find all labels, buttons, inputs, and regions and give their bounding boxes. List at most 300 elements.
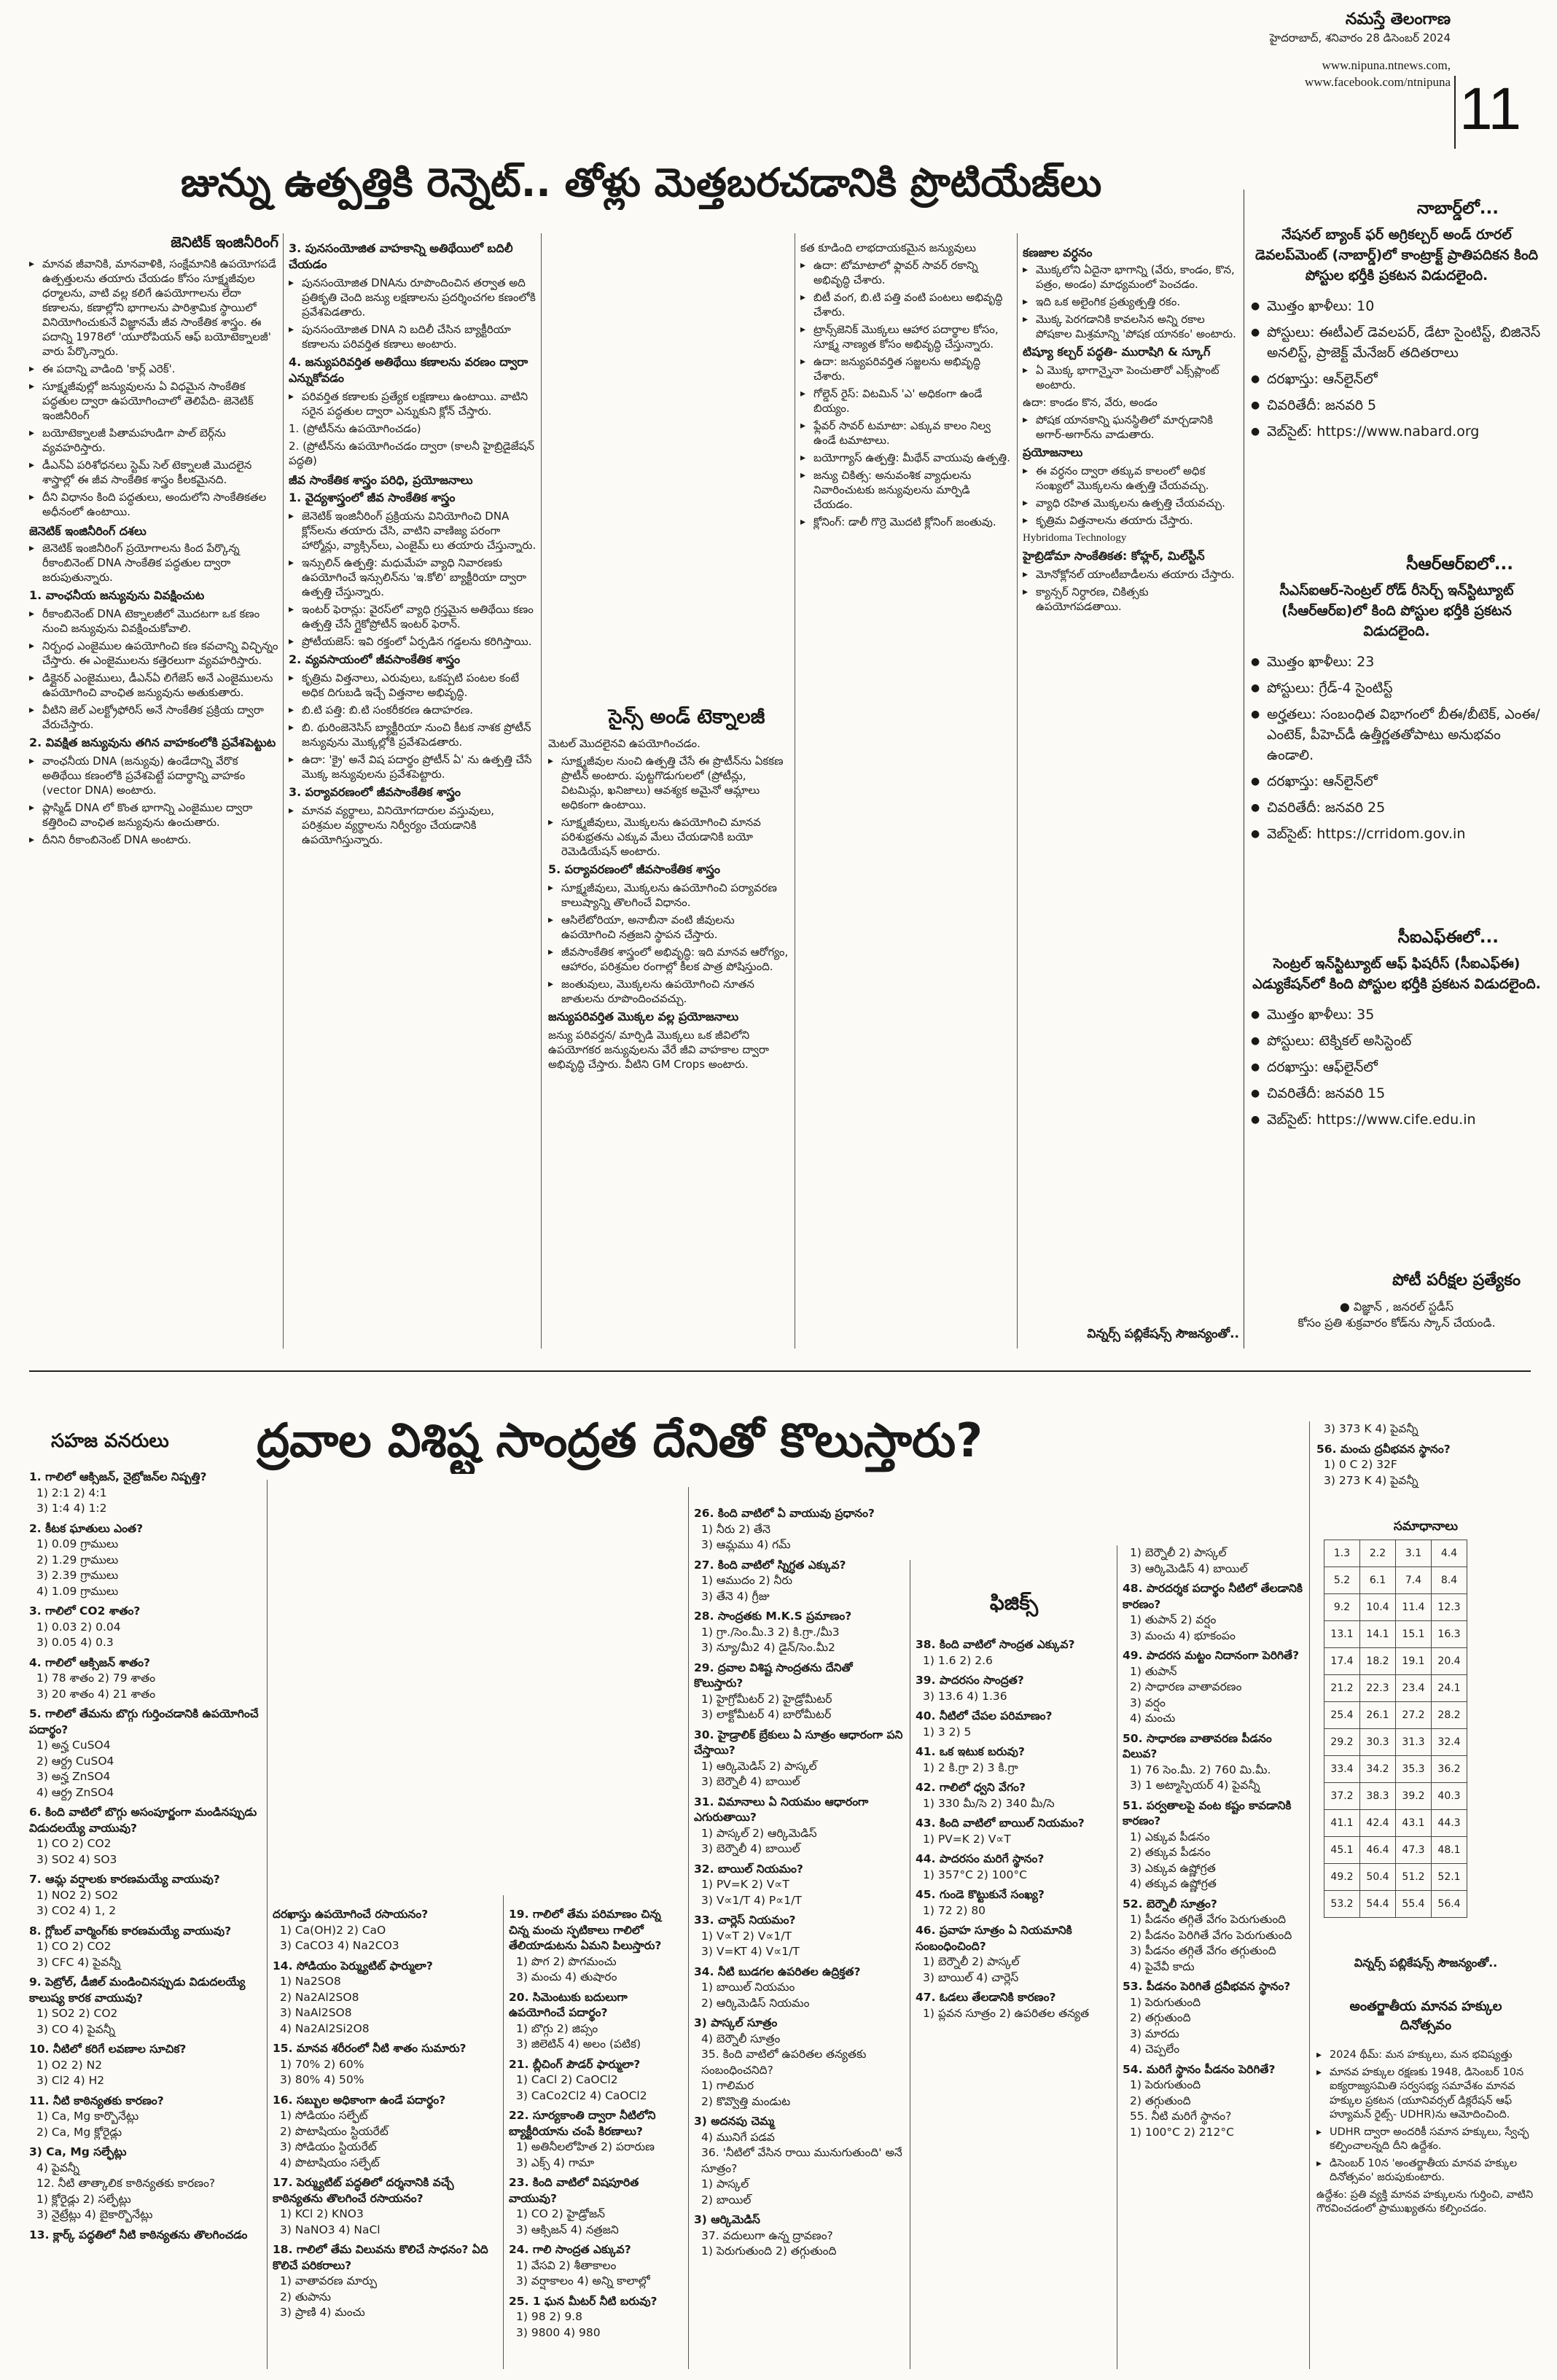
nabard-item: ● పోస్టులు: ఈటీఎల్ డెవలపర్, డేటా సైంటిస్ట్, బిజినెస్ అనలిస్ట్, ప్రాజెక్ట్ మేనేజర్ తదితరాలు <box>1251 322 1542 363</box>
question-option: 3) ఎక్కువ ఉష్ణోగ్రత <box>1130 1861 1216 1875</box>
col2b-item: ▸ జెనెటిక్ ఇంజినీరింగ్ ప్రక్రియను వినియోగించి DNA క్లోన్‌లను తయారు చేసి, వాటిని వాణిజ్య పరంగా హార్మోన్లు, వ్యాక్సిన్‌లు, ఎంజైమ్ లు తయారు చేస్తున్నారు. <box>289 509 536 553</box>
col2-item: 3. పునసంయోజిత వాహకాన్ని అతిథేయిలో బదిలీ చేయడం <box>289 241 513 271</box>
exam-line-2: కోసం ప్రతి శుక్రవారం కోడ్‌ను స్కాన్ చేయండి. <box>1298 1316 1496 1330</box>
question-option: 1) అతినీలలోహిత 2) పరారుణ <box>516 2140 655 2153</box>
crri-item: ● మొత్తం ఖాళీలు: 23 <box>1251 652 1542 672</box>
physics-title: ఫిజిక్స్ <box>989 1591 1039 1615</box>
col1b-item: ▸ వీటిని జెల్ ఎలక్ట్రోఫోరిస్ అనే సాంకేతిక ప్రక్రియ ద్వారా వేరుచేస్తారు. <box>29 703 278 732</box>
question-option: 2) Na2Al2SO8 <box>280 1990 359 2004</box>
site-link[interactable]: www.nipuna.ntnews.com, <box>1322 58 1451 72</box>
question-option: 1) పెరుగుతుంది <box>1130 1995 1201 2009</box>
question-option: 3) తేనె 4) గ్రీజు <box>701 1589 770 1603</box>
question-option: 1) పొగ 2) పొగమంచు <box>516 1954 617 1968</box>
col2b-item: 3. పర్యావరణంలో జీవసాంకేతిక శాస్త్రం <box>289 785 461 799</box>
question-option: 3) నైట్రేట్లు 4) బైకార్బొనేట్లు <box>36 2208 153 2221</box>
question-option: 4) తక్కువ ఉష్ణోగ్రత <box>1130 1877 1217 1890</box>
question-option: 1) Ca(OH)2 2) CaO <box>280 1923 386 1937</box>
col5-item: ▸ పోషక యానకాన్ని ఘనస్థితిలో మార్చడానికి అగార్-అగార్‌ను వాడుతారు. <box>1023 413 1238 442</box>
answer-cell: 17.4 <box>1324 1648 1360 1675</box>
answer-cell: 54.4 <box>1360 1891 1396 1918</box>
questions-col-7 <box>1316 1421 1535 1489</box>
answer-row <box>1324 1675 1467 1702</box>
cife-item: ● చివరితేదీ: జనవరి 15 <box>1251 1083 1542 1104</box>
question-text: 33. చార్లెస్ నియమం? <box>694 1913 796 1927</box>
question-text: 39. పాదరసం సాంద్రత? <box>916 1674 1024 1687</box>
question-option: 1) బెర్నౌలీ 2) పాస్కల్ <box>923 1955 1020 1968</box>
answer-cell: 49.2 <box>1324 1864 1360 1891</box>
col5-item: ఉదా: కాండం కొన, వేరు, అండం <box>1023 396 1158 409</box>
question-text: 13. క్లార్క్ పద్ధతిలో నీటి కాఠిన్యతను తొలగించడం <box>29 2228 248 2242</box>
question-text: 3. గాలిలో CO2 శాతం? <box>29 1604 141 1618</box>
column-rule <box>1309 1421 1310 2369</box>
question-option: 1) ప్లవన సూత్రం 2) ఉపరితల తన్యత <box>923 2006 1090 2020</box>
question-text: 20. సిమెంటుకు బదులుగా ఉపయోగించే పదార్థం? <box>509 1990 628 2019</box>
question-option: 1) బొగ్గు 2) జిప్సం <box>516 2021 598 2035</box>
answer-row <box>1324 1837 1467 1864</box>
col1b-item: ▸ డిక్లైనర్ ఎంజైములు, డీఎన్ఏ లిగేజెస్ అనే ఎంజైములను ఉపయోగించి వాంఛిత జన్యువును అతుకుతారు. <box>29 671 278 700</box>
answer-cell: 4.4 <box>1432 1540 1467 1567</box>
answer-cell: 51.2 <box>1396 1864 1432 1891</box>
question-option: 3) ఆక్సిజన్ 4) నత్రజని <box>516 2223 619 2236</box>
bottom-credit: విన్నర్స్ పబ్లికేషన్స్ సౌజన్యంతో.. <box>1354 1956 1498 1970</box>
question-option: 3) ఆర్కిమెడిస్ 4) బాయిల్ <box>1130 1561 1248 1575</box>
question-option: 1) 78 శాతం 2) 79 శాతం <box>36 1671 156 1685</box>
crri-intro: సీఎస్ఐఆర్-సెంట్రల్ రోడ్ రీసెర్చ్ ఇన్‌స్టిట్యూట్ (సీఆర్ఆర్ఐ)లో కింది పోస్టుల భర్తీకి ప్రకటన విడుదలైంది. <box>1279 582 1514 639</box>
crri-item: ● దరఖాస్తు: ఆన్‌లైన్‌లో <box>1251 771 1542 792</box>
col2-item: ▸ పరివర్తిత కణాలకు ప్రత్యేక లక్షణాలు ఉంటాయి. వాటిని సరైన పద్ధతుల ద్వారా ఎన్నుకుని క్లోన్ చేస్తారు. <box>289 389 536 418</box>
answer-cell: 42.4 <box>1360 1810 1396 1837</box>
question-option: 1) బాయిల్ నియమం <box>701 1981 795 1994</box>
answer-cell: 46.4 <box>1360 1837 1396 1864</box>
facebook-link[interactable]: www.facebook.com/ntnipuna <box>1304 75 1451 89</box>
question-option: 3) మంచు 4) భూకంపం <box>1130 1628 1236 1642</box>
section-divider <box>29 1370 1531 1372</box>
crri-item: ● చివరితేదీ: జనవరి 25 <box>1251 797 1542 818</box>
question-option: 3) ఎక్స్ 4) గామా <box>516 2155 595 2169</box>
crri-item: ● అర్హతలు: సంబంధిత విభాగంలో బీఈ/బీటెక్, ఎంఈ/ఎంటెక్, పీహెచ్‌డీ ఉత్తీర్ణతతోపాటు అనుభవం ఉండాలి. <box>1251 704 1542 765</box>
nabard-intro: నేషనల్ బ్యాంక్ ఫర్ అగ్రికల్చర్ అండ్ రూరల్ డెవలప్‌మెంట్ (నాబార్డ్)లో కాంట్రాక్ట్ ప్రాతిపదికన కింది పోస్టుల భర్తీకి ప్రకటన విడుదలైంది. <box>1254 227 1538 284</box>
question-option: 2) బాయిల్ <box>701 2193 752 2207</box>
question-option: 2) సాధారణ వాతావరణం <box>1130 1680 1242 1693</box>
question-option: 1) పెరుగుతుంది 2) తగ్గుతుంది <box>701 2244 837 2258</box>
answer-cell: 14.1 <box>1360 1621 1396 1648</box>
answer-cell: 7.4 <box>1396 1567 1432 1594</box>
question-option: 1) KCl 2) KNO3 <box>280 2207 364 2220</box>
col3-item: జన్యుపరివర్తిత మొక్కల వల్ల ప్రయోజనాలు <box>548 1010 739 1023</box>
question-text: 3) Ca, Mg సల్ఫేట్లు <box>29 2145 127 2158</box>
answer-row <box>1324 1621 1467 1648</box>
question-option: 3) SO2 4) SO3 <box>36 1852 117 1866</box>
question-option: 3) 80% 4) 50% <box>280 2073 364 2086</box>
question-text: 4. గాలిలో ఆక్సిజన్ శాతం? <box>29 1655 150 1669</box>
hr-item: ▸ మానవ హక్కుల రక్షణకు 1948, డిసెంబర్ 10న ఐక్యరాజ్యసమితి సర్వసభ్య సమావేశం మానవ హక్కుల ప్రకటన (యూనివర్సల్ డిక్లరేషన్ ఆఫ్ హ్యూమన్ రైట్స్- UDHR)ను ఆమోదించింది. <box>1316 2066 1535 2123</box>
answer-cell: 2.2 <box>1360 1540 1396 1567</box>
question-option: 4) బెర్నౌలీ సూత్రం <box>701 2032 781 2045</box>
column-rule <box>688 1487 689 2369</box>
col2-item: 4. జన్యుపరివర్తిత అతిథేయి కణాలను వరణం ద్వారా ఎన్నుకోవడం <box>289 355 528 385</box>
question-option: 3) 2.39 గ్రాములు <box>36 1569 119 1582</box>
question-option: 2) పీడనం పెరిగితే వేగం పెరుగుతుంది <box>1130 1928 1292 1942</box>
question-text: 53. పీడనం పెరిగితే ద్రవీభవన స్థానం? <box>1123 1980 1291 1993</box>
col3-item: ▸ ఆసిలేటోరియా, అనాబీనా వంటి జీవులను ఉపయోగించి నత్రజని స్థాపన చేస్తారు. <box>548 913 789 942</box>
question-option: 1) 72 2) 80 <box>923 1903 986 1917</box>
top-credit: విన్నర్స్ పబ్లికేషన్స్ సౌజన్యంతో.. <box>1087 1327 1239 1341</box>
question-text: 6. కింది వాటిలో బొగ్గు అసంపూర్ణంగా మండినప్పుడు విడుదలయ్యే వాయువు? <box>29 1806 257 1835</box>
col4-item: ▸ జన్యు చికిత్స: అనువంశిక వ్యాధులను నివారించుటకు జన్యువులను మార్పిడి చేయడం. <box>800 468 1012 512</box>
question-option: 3) CFC 4) పైవన్నీ <box>36 1955 121 1969</box>
question-option: 1) పీడనం తగ్గితే వేగం పెరుగుతుంది <box>1130 1913 1287 1926</box>
column-rule <box>1017 233 1018 1349</box>
answer-cell: 41.1 <box>1324 1810 1360 1837</box>
question-option: 3) CaCo2Cl2 4) CaOCl2 <box>516 2088 647 2102</box>
exam-block <box>1251 1270 1542 1331</box>
col3-item: ▸ సూక్ష్మజీవుల నుంచి ఉత్పత్తి చేసే ఈ ప్రొటీన్‌ను ఏకకణ ప్రొటీన్ అంటారు. పుట్టగొడుగులలో (ప్రోటీన్లు, విటమిన్లు, ఖనిజాలు) ఆవశ్యక అమైనో ఆమ్లాలు అధికంగా ఉంటాయి. <box>548 754 789 812</box>
answer-cell: 47.3 <box>1396 1837 1432 1864</box>
question-option: 1) వేసవి 2) శీతాకాలం <box>516 2258 617 2272</box>
question-option: 1) అన్హ CuSO4 <box>36 1739 111 1752</box>
masthead-divider <box>1454 76 1456 149</box>
answer-row <box>1324 1810 1467 1837</box>
cife-item: ● మొత్తం ఖాళీలు: 35 <box>1251 1004 1542 1025</box>
question-text: 40. నీటిలో చేపల పరిమాణం? <box>916 1709 1053 1722</box>
question-text: 3) ఆర్కిమెడిస్ <box>694 2213 760 2226</box>
cife-intro: సెంట్రల్ ఇన్‌స్టిట్యూట్ ఆఫ్ ఫిషరీస్ (సీఐఎఫ్ఈ) ఎడ్యుకేషన్‌లో కింది పోస్టుల భర్తీకి ప్రకటన విడుదలైంది. <box>1252 956 1541 992</box>
col2-item: ▸ పునసంయోజిత DNA ని బదిలీ చేసిన బ్యాక్టీరియా కణాలను పరివర్తిత కణాలు అంటారు. <box>289 322 536 351</box>
top-col-5 <box>1023 241 1238 1283</box>
question-option: 3) V∝1/T 4) P∝1/T <box>701 1893 802 1907</box>
question-option: 1) పెరుగుతుంది <box>1130 2078 1201 2091</box>
answer-cell: 3.1 <box>1396 1540 1432 1567</box>
question-text: 3) పాస్కల్ సూత్రం <box>694 2016 778 2029</box>
question-option: 3) పీడనం తగ్గితే వేగం తగ్గుతుంది <box>1130 1944 1276 1957</box>
question-text: 25. 1 ఘన మీటర్ నీటి బరువు? <box>509 2294 657 2308</box>
question-option: 1) 0.09 గ్రాములు <box>36 1537 119 1550</box>
answer-cell: 30.3 <box>1360 1729 1396 1756</box>
question-option: 3) లాక్టోమీటర్ 4) బారోమీటర్ <box>701 1708 832 1721</box>
questions-col-3 <box>509 1903 684 2369</box>
answer-cell: 6.1 <box>1360 1567 1396 1594</box>
question-text: 49. పాదరస మట్టం నిదానంగా పెరిగితే? <box>1123 1649 1300 1662</box>
question-option: 1) హైగ్రోమీటర్ 2) హైడ్రోమీటర్ <box>701 1692 832 1706</box>
question-option: 2) పొటాషియం స్టియరేట్ <box>280 2124 389 2138</box>
col1-item: ▸ డీఎన్ఏ పరిశోధనలు స్టెమ్ సెల్ టెక్నాలజీ మొదలైన శాస్త్రాల్లో ఈ జీవ సాంకేతిక శాస్త్రం కీలకమైనది. <box>29 458 278 487</box>
nabard-heading: నాబార్డ్‌లో... <box>1416 199 1499 218</box>
answer-cell: 44.3 <box>1432 1810 1467 1837</box>
question-option: 3) Cl2 4) H2 <box>36 2074 105 2087</box>
answer-cell: 24.1 <box>1432 1675 1467 1702</box>
question-option: 4) పైవన్నీ <box>36 2161 80 2174</box>
question-option: 4) పొటాషియం సల్ఫేట్ <box>280 2155 380 2169</box>
col4-item: ▸ ఉదా: టోమాటాలో ఫ్లావర్ సావర్ రకాన్ని అభివృద్ధి చేశారు. <box>800 258 1012 287</box>
question-text: 1. గాలిలో ఆక్సిజన్, నైట్రోజన్‌ల నిష్పత్తి? <box>29 1470 207 1483</box>
answer-cell: 5.2 <box>1324 1567 1360 1594</box>
question-option: 4) ఆర్ద్ర ZnSO4 <box>36 1785 114 1799</box>
nabard-item: ● చివరితేదీ: జనవరి 5 <box>1251 395 1542 415</box>
question-option: 2) Ca, Mg క్లోరైడ్లు <box>36 2125 122 2139</box>
answer-cell: 19.1 <box>1396 1648 1432 1675</box>
question-option: 3) ఆమ్లము 4) గమ్ <box>701 1538 791 1551</box>
top-col-2 <box>289 241 536 1346</box>
question-text: 28. సాంద్రతకు M.K.S ప్రమాణం? <box>694 1610 852 1623</box>
answer-cell: 52.1 <box>1432 1864 1467 1891</box>
human-rights-body <box>1316 2048 1535 2369</box>
question-option: 1) 0.03 2) 0.04 <box>36 1620 121 1634</box>
answer-cell: 55.4 <box>1396 1891 1432 1918</box>
question-text: 24. గాలి సాంద్రత ఎక్కువ? <box>509 2243 631 2256</box>
question-text: 54. మరిగే స్థానం పీడనం పెరిగితే? <box>1123 2062 1276 2076</box>
question-option: 1) CaCl 2) CaOCl2 <box>516 2073 618 2086</box>
answer-cell: 34.2 <box>1360 1756 1396 1783</box>
column-rule <box>267 1480 268 2369</box>
cife-website[interactable]: ● వెబ్‌సైట్: https://www.cife.edu.in <box>1251 1109 1542 1130</box>
col4-item: ▸ బయోగ్యాస్ ఉత్పత్తి: మీథేన్ వాయువు ఉత్పత్తి. <box>800 450 1012 465</box>
col5-item: ప్రయోజనాలు <box>1023 445 1083 459</box>
question-option: 1) సోడియం సల్ఫేట్ <box>280 2109 368 2122</box>
question-text: 41. ఒక ఇటుక బరువు? <box>916 1745 1025 1758</box>
top-col-1 <box>29 257 278 1346</box>
question-option: 3) 9800 4) 980 <box>516 2325 601 2339</box>
question-option: 4) 1.09 గ్రాములు <box>36 1584 119 1598</box>
col2-item: 1. (ప్రోటీన్‌ను ఉపయోగించడం) <box>289 422 421 435</box>
answer-cell: 23.4 <box>1396 1675 1432 1702</box>
question-option: 2) తక్కువ పీడనం <box>1130 1846 1211 1859</box>
col1-item: ▸ మానవ జీవానికి, మానవాళికి, సంక్షేమానికి ఉపయోగపడే ఉత్పత్తులను తయారు చేయడం కోసం సూక్ష్మజీవుల ధర్మాలను, వాటి వల్ల కలిగే ఉపయోగాలను లేదా కణాలను, కణాల్లోని భాగాలను పారిశ్రామిక స్థాయిలో వినియోగించుకునే విజ్ఞానమే జీవ సాంకేతిక శాస్త్రం. ఈ పదాన్ని 1978లో 'యూరోపియన్ ఆఫ్ బయోటెక్నాలజీ' వారు పేర్కొన్నారు. <box>29 257 278 359</box>
question-option: 2) ఆర్కిమెడిస్ నియమం <box>701 1996 810 2010</box>
question-option: 3) అన్హ ZnSO4 <box>36 1770 111 1783</box>
answer-row <box>1324 1756 1467 1783</box>
nabard-item: ● మొత్తం ఖాళీలు: 10 <box>1251 296 1542 316</box>
cife-heading: సీఐఎఫ్ఈలో... <box>1397 928 1499 947</box>
question-option: 1) తుపాన్ 2) వర్షం <box>1130 1613 1217 1626</box>
question-option: 3) బెర్నౌలీ 4) బాయిల్ <box>701 1842 800 1855</box>
top-headline: జున్ను ఉత్పత్తికి రెన్నెట్.. తోళ్లు మెత్తబరచడానికి ప్రొటియేజ్‌లు <box>181 160 1102 206</box>
question-option: 4) చెప్పలేం <box>1130 2042 1180 2056</box>
question-text: 7. ఆమ్ల వర్షాలకు కారణమయ్యే వాయువు? <box>29 1873 220 1886</box>
question-text: 17. పెర్మ్యుటిట్ పద్ధతిలో దర్శనానికి వచ్చే కాఠిన్యతను తొలగించే రసాయనం? <box>273 2176 454 2205</box>
answer-cell: 43.1 <box>1396 1810 1432 1837</box>
column-rule <box>541 233 542 1349</box>
col5-item: ▸ మొక్క పెరగడానికి కావలసిన అన్ని రకాల పోషకాల మిశ్రమాన్ని 'పోషక యానకం' అంటారు. <box>1023 312 1238 341</box>
question-option: 3) 13.6 4) 1.36 <box>923 1689 1007 1703</box>
question-option: 3) NaNO3 4) NaCl <box>280 2223 381 2236</box>
question-text: 56. మంచు ద్రవీభవన స్థానం? <box>1316 1442 1451 1456</box>
answer-cell: 38.3 <box>1360 1783 1396 1810</box>
col2b-item: 1. వైద్యశాస్త్రంలో జీవ సాంకేతిక శాస్త్రం <box>289 491 456 504</box>
question-option: 12. నీటి తాత్కాలిక కాఠిన్యతకు కారణం? <box>36 2177 216 2190</box>
answer-cell: 25.4 <box>1324 1702 1360 1729</box>
question-text: 16. సబ్బుల అధికాంగా ఉండే పదార్థం? <box>273 2093 446 2107</box>
question-text: 19. గాలిలో తేమ పరిమాణం చిన్న చిన్న మంచు స్ఫటికాలు గాలిలో తేలియాడుటను ఏమని పిలుస్తారు? <box>509 1908 662 1952</box>
human-rights-heading: అంతర్జాతీయ మానవ హక్కుల దినోత్సవం <box>1349 1999 1502 2033</box>
question-option: 3) వర్షం <box>1130 1696 1166 1709</box>
question-option: 1) 98 2) 9.8 <box>516 2310 582 2323</box>
question-text: 30. హైడ్రాలిక్ బ్రేకులు ఏ సూత్రం ఆధారంగా పని చేస్తాయి? <box>694 1728 903 1757</box>
question-option: 3) 1:4 4) 1:2 <box>36 1502 107 1515</box>
question-option: 4) మునిగే పడవ <box>701 2130 775 2144</box>
col2-item: ▸ పునసంయోజిత DNAను రూపొందించిన తర్వాత అది ప్రతికృతి చెంది జన్యు లక్షణాలను ప్రదర్శించగల కణంలోకి ప్రవేశపెడతారు. <box>289 276 536 319</box>
question-option: 1) CO 2) హైడ్రోజన్ <box>516 2207 606 2220</box>
answer-cell: 56.4 <box>1432 1891 1467 1918</box>
question-text: 21. బ్లీచింగ్ పౌడర్ ఫార్ములా? <box>509 2057 641 2071</box>
question-text: 5. గాలిలో తేమను బొగ్గు గుర్తించడానికి ఉపయోగించే పదార్థం? <box>29 1707 259 1736</box>
answer-cell: 40.3 <box>1432 1783 1467 1810</box>
question-option: 1) CO 2) CO2 <box>36 1837 112 1850</box>
question-text: 10. నీటిలో కరిగే లవణాల సూచిక? <box>29 2042 187 2056</box>
question-text: 14. సోడియం పెర్మ్యుటిట్ ఫార్ములా? <box>273 1959 433 1973</box>
question-text: 38. కింది వాటిలో సాంద్రత ఎక్కువ? <box>916 1638 1075 1651</box>
exam-line-1: ● విజ్ఞాన్ , జనరల్ స్టడీస్ <box>1339 1300 1454 1314</box>
answer-cell: 48.1 <box>1432 1837 1467 1864</box>
col5-item: టిష్యూ కల్చర్ పద్ధతి- మురాషిగి & స్కూగ్ <box>1023 345 1211 359</box>
question-option: 3) వర్షాకాలం 4) అన్ని కాలాల్లో <box>516 2274 650 2287</box>
question-option: 1) 2:1 2) 4:1 <box>36 1486 107 1499</box>
col4-item: ▸ ఫ్లేవర్ సావర్ టమాటా: ఎక్కువ కాలం నిల్వ ఉండే టమాటాలు. <box>800 418 1012 448</box>
nabard-item: ● దరఖాస్తు: ఆన్‌లైన్‌లో <box>1251 369 1542 389</box>
answer-cell: 13.1 <box>1324 1621 1360 1648</box>
question-option: 3) CO 4) పైవన్నీ <box>36 2022 115 2036</box>
col4-item: కత కూడింది లాభదాయకమైన జన్యువులు <box>800 241 976 254</box>
science-tech-title: సైన్స్ అండ్ టెక్నాలజీ <box>608 706 765 728</box>
answer-cell: 53.2 <box>1324 1891 1360 1918</box>
answer-row <box>1324 1891 1467 1918</box>
column-rule <box>503 1895 504 2369</box>
answer-row <box>1324 1594 1467 1621</box>
top-col-3 <box>548 736 789 1346</box>
question-option: 1) ఆముదం 2) నీరు <box>701 1574 792 1587</box>
col1-item: ▸ ఈ పదాన్ని వాడింది 'కార్ల్ ఎరెక్'. <box>29 362 278 376</box>
col5-item: ▸ క్యాన్సర్ నిర్ధారణ, చికిత్సకు ఉపయోగపడతాయి. <box>1023 585 1238 614</box>
question-option: 1) ఆర్కిమెడిస్ 2) పాస్కల్ <box>701 1759 817 1773</box>
question-option: 3) మంచు 4) తుషారం <box>516 1970 617 1983</box>
col1-subheading: జెనెటిక్ ఇంజినీరింగ్ దశలు <box>29 524 147 538</box>
answer-cell: 21.2 <box>1324 1675 1360 1702</box>
answer-row <box>1324 1648 1467 1675</box>
masthead <box>1246 9 1451 90</box>
col3-item: జన్యు పరివర్తన/ మార్పిడి మొక్కలు ఒక జీవిలోని ఉపయోగకర జన్యువులను వేరే జీవి వాహకాల ద్వారా అభివృద్ధి చేస్తారు. వీటిని GM Crops అంటారు. <box>548 1029 769 1071</box>
col1-list <box>29 257 278 519</box>
col1-item: ▸ దీని విధానం కింది పద్ధతులు, అందులోని సాంకేతికతల అధీనంలో ఉంటాయి. <box>29 490 278 519</box>
col2b-item: ▸ ఇన్సులిన్ ఉత్పత్తి: మధుమేహ వ్యాధి నివారణకు ఉపయోగించే ఇన్సులిన్‌ను 'ఇ.కోలి' బ్యాక్టీరియా ద్వారా ఉత్పత్తి చేస్తున్నారు. <box>289 555 536 599</box>
question-text: 26. కింది వాటిలో ఏ వాయువు ప్రధానం? <box>694 1507 875 1520</box>
col5-item: ▸ మొక్కలోని ఏదైనా భాగాన్ని (వేరు, కాండం, కొన, పత్రం, అండం) మాధ్యమంలో పెంచడం. <box>1023 262 1238 292</box>
answer-row <box>1324 1783 1467 1810</box>
question-option: 3) 373 K 4) పైవన్నీ <box>1324 1422 1419 1435</box>
section-genetic-title: జెనిటిక్ ఇంజినీరింగ్ <box>171 233 278 251</box>
col5-subheading: కణజాల వర్ధనం <box>1023 246 1093 260</box>
question-option: 3) V=KT 4) V∝1/T <box>701 1945 800 1958</box>
question-option: 1) నీరు 2) తేనె <box>701 1522 770 1536</box>
dateline: హైదరాబాద్, శనివారం 28 డిసెంబర్ 2024 <box>1269 31 1451 44</box>
answer-cell: 29.2 <box>1324 1729 1360 1756</box>
question-option: 1) CO 2) CO2 <box>36 1940 112 1953</box>
hr-item: ఉద్దేశం: ప్రతి వ్యక్తి మానవ హక్కులను గుర్తించి, వాటిని గౌరవించడంలో ప్రాముఖ్యతను కల్పించడం. <box>1316 2188 1534 2215</box>
question-option: 3) ప్రాణి 4) మంచు <box>280 2306 365 2319</box>
col5-hybridoma-label: Hybridoma Technology <box>1023 532 1127 544</box>
question-option: 35. కింది వాటిలో ఉపరితల తన్యతకు సంబంధించనిది? <box>701 2048 867 2077</box>
question-option: 1) తుపాన్ <box>1130 1664 1177 1678</box>
answer-cell: 18.2 <box>1360 1648 1396 1675</box>
question-text: 9. పెట్రోల్, డీజిల్ మండించినప్పుడు విడుదలయ్యే కాలుష్య కారక వాయువు? <box>29 1975 246 2005</box>
col1b-item: 1. వాంఛనీయ జన్యువును వివక్షించుట <box>29 588 205 602</box>
question-option: 3) 1 అట్మాస్ఫియర్ 4) పైవన్నీ <box>1130 1779 1260 1792</box>
nabard-website[interactable]: ● వెబ్‌సైట్: https://www.nabard.org <box>1251 421 1542 442</box>
answer-cell: 15.1 <box>1396 1621 1432 1648</box>
questions-col-5 <box>916 1633 1112 2369</box>
nabard-block <box>1251 197 1542 442</box>
question-text: 3) అదనపు చెమ్మ <box>694 2115 775 2128</box>
col1b-item: ▸ వాంఛనీయ DNA (జన్యువు) ఉండేదాన్ని వేరొక అతిథేయి కణంలోకి ప్రవేశపెట్టే పదార్థాన్ని వాహకం (vector DNA) అంటారు. <box>29 754 278 797</box>
question-option: 3) బెర్నౌలీ 4) బాయిల్ <box>701 1775 800 1788</box>
col3-item: ▸ సూక్ష్మజీవులు, మొక్కలను ఉపయోగించి పర్యావరణ కాలుష్యాన్ని తొలగించే విధానం. <box>548 881 789 910</box>
question-option: 1) 0 C 2) 32F <box>1324 1458 1397 1471</box>
question-text: 18. గాలిలో తేమ విలువను కొలిచే సాధనం? ఏది కొలిచే పరికరాలు? <box>273 2243 488 2272</box>
question-option: 1) 1.6 2) 2.6 <box>923 1653 993 1667</box>
col5-item: ▸ మోనోక్లోనల్ యాంటీబాడీలను తయారు చేస్తారు. <box>1023 567 1238 582</box>
question-text: 50. సాధారణ వాతావరణ పీడనం విలువ? <box>1123 1731 1272 1760</box>
question-option: 1) వాతావరణ మార్పు <box>280 2274 378 2287</box>
col4-item: ▸ ఉదా: జన్యుపరివర్తిత సజ్జలను అభివృద్ధి చేశారు. <box>800 354 1012 383</box>
question-text: 27. కింది వాటిలో స్నిగ్ధత ఎక్కువ? <box>694 1558 846 1572</box>
question-option: 37. వదులుగా ఉన్న ద్రావణం? <box>701 2228 833 2242</box>
col2b-item: ▸ ప్రోటీయజెస్: ఇవి రక్తంలో ఏర్పడిన గడ్డలను కరిగిస్తాయి. <box>289 634 536 649</box>
question-option: 1) క్లోరైడ్లు 2) సల్ఫేట్లు <box>36 2192 131 2206</box>
question-text: 8. గ్లోబల్ వార్మింగ్‌కు కారణమయ్యే వాయువు? <box>29 1924 232 1938</box>
top-col-4 <box>800 241 1012 1346</box>
col3-item: ▸ జంతువులు, మొక్కలను ఉపయోగించి నూతన జాతులను రూపొందించవచ్చు. <box>548 977 789 1006</box>
question-option: 3) న్యూ/మీ2 4) డైన్/సెం.మీ2 <box>701 1641 835 1654</box>
question-option: 3) 273 K 4) పైవన్నీ <box>1324 1473 1419 1487</box>
col2b-item: ▸ ఉదా: 'క్రై' అనే విష పదార్థం ప్రోటీన్ ఏ' ను ఉత్పత్తి చేసే మొక్క జన్యువులను ప్రవేశపెట్టారు. <box>289 752 536 781</box>
question-text: 44. పాదరసం మరిగే స్థానం? <box>916 1852 1045 1865</box>
question-text: 22. సూర్యకాంతి ద్వారా నీటిలోని బ్యాక్టీరియాను చంపే కిరణాలు? <box>509 2109 656 2138</box>
answer-cell: 26.1 <box>1360 1702 1396 1729</box>
answer-row <box>1324 1729 1467 1756</box>
question-text: 46. ప్రవాహ సూత్రం ఏ నియమానికి సంబంధించింది? <box>916 1924 1072 1953</box>
questions-col-6 <box>1123 1545 1305 2369</box>
hr-item: ▸ 2024 థీమ్: మన హక్కులు, మన భవిష్యత్తు <box>1316 2048 1535 2063</box>
question-text: 2. కీటక ఘాతులు ఎంత? <box>29 1521 144 1535</box>
col4-item: ▸ బిటీ వంగ, బి.టి పత్తి వంటి పంటలు అభివృద్ధి చేశారు. <box>800 290 1012 319</box>
col5-item: ▸ కృత్రిమ విత్తనాలను తయారు చేస్తారు. <box>1023 513 1238 528</box>
cife-block <box>1251 926 1542 1136</box>
question-option: 2) తగ్గుతుంది <box>1130 2094 1191 2107</box>
question-option: 3) NaAl2SO8 <box>280 2006 352 2019</box>
answer-row <box>1324 1540 1467 1567</box>
question-text: 48. పారదర్శక పదార్థం నీటిలో తేలడానికి కారణం? <box>1123 1582 1303 1611</box>
question-option: 1) PV=K 2) V∝T <box>923 1832 1011 1846</box>
col2b-item: ▸ బి. థురింజెనెసిస్ బ్యాక్టీరియా నుంచి కీటక నాశక ప్రోటీన్ జన్యువును మొక్కల్లోకి ప్రవేశపెడతారు. <box>289 720 536 749</box>
answer-cell: 1.3 <box>1324 1540 1360 1567</box>
col5-item: ▸ వ్యాధి రహిత మొక్కలను ఉత్పత్తి చేయవచ్చు. <box>1023 496 1238 510</box>
crri-website[interactable]: ● వెబ్‌సైట్: https://crridom.gov.in <box>1251 824 1542 844</box>
question-option: 1) పాస్కల్ 2) ఆర్కిమెడిస్ <box>701 1826 817 1840</box>
question-option: 3) జిలెటిన్ 4) అలం (పటిక) <box>516 2037 641 2051</box>
answer-cell: 28.2 <box>1432 1702 1467 1729</box>
question-option: 3) CaCO3 4) Na2CO3 <box>280 1939 399 1952</box>
questions-col-2 <box>273 1903 499 2369</box>
hr-item: ▸ UDHR ద్వారా అందరికీ సమాన హక్కులు, స్వేచ్ఛ కల్పించాలన్నది దీని ఉద్దేశం. <box>1316 2126 1535 2154</box>
question-text: 34. నీటి బుడగల ఉపరితల ఉద్రిక్తత? <box>694 1965 861 1978</box>
col1b-item: ▸ ప్లాస్మిడ్ DNA లో కొంత భాగాన్ని ఎంజైముల ద్వారా కత్తిరించి వాంఛిత జన్యువును ఉంచుతారు. <box>29 800 278 830</box>
col2-item: 2. (ప్రోటీన్‌ను ఉపయోగించడం ద్వారా (కాలనీ హైబ్రిడైజేషన్ పద్ధతి) <box>289 440 534 467</box>
natural-resources-section-title: సహజ వనరులు <box>51 1430 169 1452</box>
question-text: 45. గుండె కొట్టుకునే సంఖ్య? <box>916 1888 1045 1901</box>
cife-item: ● పోస్టులు: టెక్నికల్ అసిస్టెంట్ <box>1251 1031 1542 1051</box>
question-option: 36. 'నీటిలో వేసిన రాయి మునుగుతుంది' అనే సూత్రం? <box>701 2146 902 2175</box>
question-text: 51. పర్వతాలపై వంట కష్టం కావడానికి కారణం? <box>1123 1798 1292 1827</box>
col3-item: మెటల్ మొదలైనవి ఉపయోగించడం. <box>548 737 701 750</box>
question-text: 47. ఓడలు తేలడానికి కారణం? <box>916 1991 1056 2004</box>
